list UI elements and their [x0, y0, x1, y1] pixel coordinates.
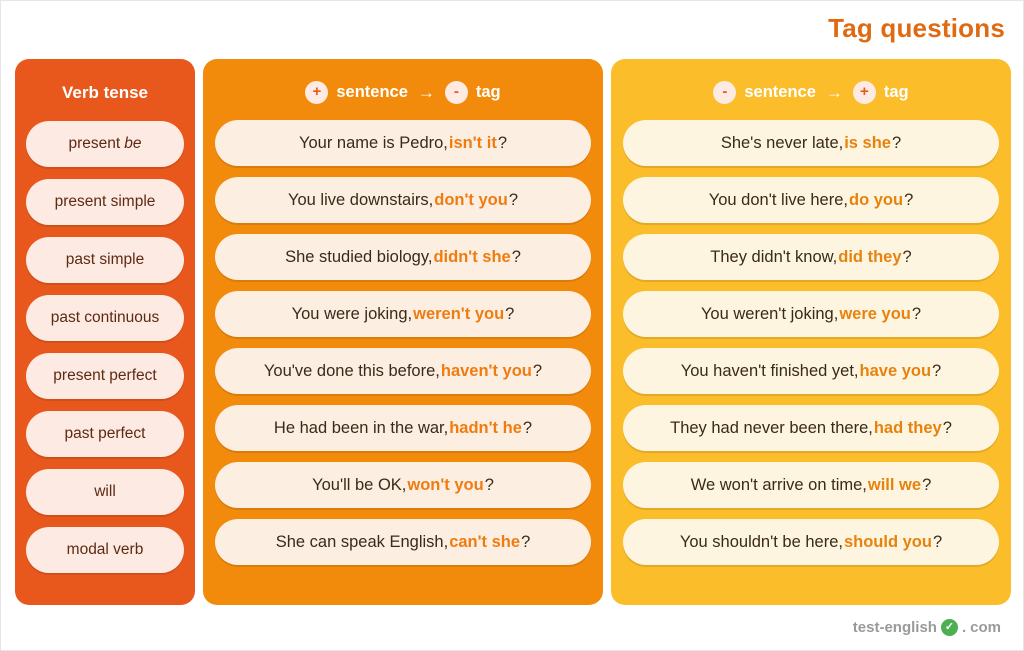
sentence-text: You've done this before,: [263, 361, 440, 380]
tag-label: tag: [883, 83, 909, 101]
check-circle-icon: ✓: [941, 619, 958, 636]
arrow-right-icon: →: [417, 82, 435, 102]
tag-text: can't she: [449, 532, 521, 551]
example-sentence: [623, 120, 999, 166]
tense-item: [26, 121, 184, 167]
sentence-punctuation: ?: [932, 532, 943, 551]
tag-text: is she: [844, 133, 891, 152]
sentence-punctuation: ?: [497, 133, 507, 152]
sentence-text: We won't arrive on time,: [690, 475, 867, 494]
example-sentence: [215, 291, 591, 337]
tense-item: [26, 411, 184, 457]
sentence-punctuation: ?: [522, 418, 533, 437]
minus-sign-icon: -: [445, 81, 468, 104]
sentence-text: You don't live here,: [708, 190, 848, 209]
tag-text: have you: [859, 361, 932, 380]
tag-text: did they: [838, 247, 902, 266]
sentence-text: You'll be OK,: [312, 475, 407, 494]
sentence-text: You shouldn't be here,: [679, 532, 843, 551]
sentence-label: sentence: [744, 83, 816, 101]
sentence-text: She studied biology,: [285, 247, 433, 266]
arrow-right-icon: →: [825, 82, 843, 102]
example-sentence: [215, 462, 591, 508]
sentence-text: Your name is Pedro,: [298, 133, 448, 152]
tense-item-label: past perfect: [64, 425, 146, 442]
negative-column-header: [713, 81, 908, 104]
tag-text: had they: [873, 418, 942, 437]
sentence-punctuation: ?: [891, 133, 902, 152]
plus-sign-icon: +: [853, 81, 876, 104]
sentence-text: She's never late,: [720, 133, 844, 152]
sentence-text: She can speak English,: [275, 532, 449, 551]
tense-item-label: past simple: [65, 251, 145, 268]
site-watermark: [853, 619, 1001, 636]
tag-text: hadn't he: [449, 418, 522, 437]
sentence-text: You were joking,: [291, 304, 413, 323]
sentence-punctuation: ?: [532, 361, 543, 380]
tense-item: [26, 179, 184, 225]
sentence-text: You live downstairs,: [288, 190, 434, 209]
tag-questions-board: [15, 59, 1011, 605]
tag-text: isn't it: [448, 133, 497, 152]
sentence-text: He had been in the war,: [273, 418, 449, 437]
example-sentence: [215, 405, 591, 451]
example-sentence: [215, 120, 591, 166]
example-sentence: [623, 348, 999, 394]
tag-text: won't you: [407, 475, 484, 494]
tense-item: [26, 353, 184, 399]
sentence-punctuation: ?: [904, 190, 914, 209]
tense-item: [26, 237, 184, 283]
negative-sentence-column: [611, 59, 1011, 605]
example-sentence: [215, 519, 591, 565]
sentence-punctuation: ?: [932, 361, 942, 380]
tag-text: should you: [843, 532, 932, 551]
tag-text: haven't you: [440, 361, 532, 380]
sentence-punctuation: ?: [521, 532, 531, 551]
plus-sign-icon: +: [305, 81, 328, 104]
tag-label: tag: [475, 83, 501, 101]
tense-item-emphasis: be: [124, 135, 142, 152]
page-title: Tag questions: [828, 13, 1005, 43]
positive-sentence-column: [203, 59, 603, 605]
example-sentence: [623, 177, 999, 223]
sentence-punctuation: ?: [511, 247, 521, 266]
tag-text: were you: [839, 304, 911, 323]
example-sentence: [623, 519, 999, 565]
verb-tense-column: [15, 59, 195, 605]
tense-item-label: present: [68, 135, 121, 152]
example-sentence: [623, 462, 999, 508]
tag-text: weren't you: [413, 304, 505, 323]
tense-item-label: modal verb: [66, 541, 144, 558]
brand-tld: com: [970, 619, 1001, 636]
tense-item: [26, 295, 184, 341]
sentence-text: They had never been there,: [670, 418, 873, 437]
sentence-punctuation: ?: [922, 475, 932, 494]
example-sentence: [215, 348, 591, 394]
sentence-punctuation: ?: [484, 475, 494, 494]
positive-column-header: [305, 81, 500, 104]
tag-text: don't you: [434, 190, 508, 209]
tense-item-label: present perfect: [53, 367, 157, 384]
tense-item-label: past continuous: [50, 309, 160, 326]
sentence-text: You haven't finished yet,: [680, 361, 859, 380]
example-sentence: [623, 234, 999, 280]
sentence-label: sentence: [336, 83, 408, 101]
sentence-punctuation: ?: [508, 190, 518, 209]
sentence-punctuation: ?: [902, 247, 912, 266]
brand-dot: .: [961, 619, 967, 636]
example-sentence: [215, 234, 591, 280]
sentence-punctuation: ?: [942, 418, 952, 437]
example-sentence: [623, 291, 999, 337]
sentence-text: You weren't joking,: [700, 304, 839, 323]
tense-item-label: will: [94, 483, 116, 500]
brand-name: test-english: [852, 619, 937, 636]
example-sentence: [623, 405, 999, 451]
tag-text: do you: [848, 190, 904, 209]
verb-tense-header: Verb tense: [62, 83, 148, 102]
sentence-text: They didn't know,: [710, 247, 838, 266]
tense-item-label: present simple: [54, 193, 156, 210]
sentence-punctuation: ?: [505, 304, 515, 323]
minus-sign-icon: -: [713, 81, 736, 104]
example-sentence: [215, 177, 591, 223]
sentence-punctuation: ?: [911, 304, 922, 323]
tag-text: didn't she: [433, 247, 511, 266]
tense-item: [26, 527, 184, 573]
tense-item: [26, 469, 184, 515]
tag-text: will we: [867, 475, 922, 494]
